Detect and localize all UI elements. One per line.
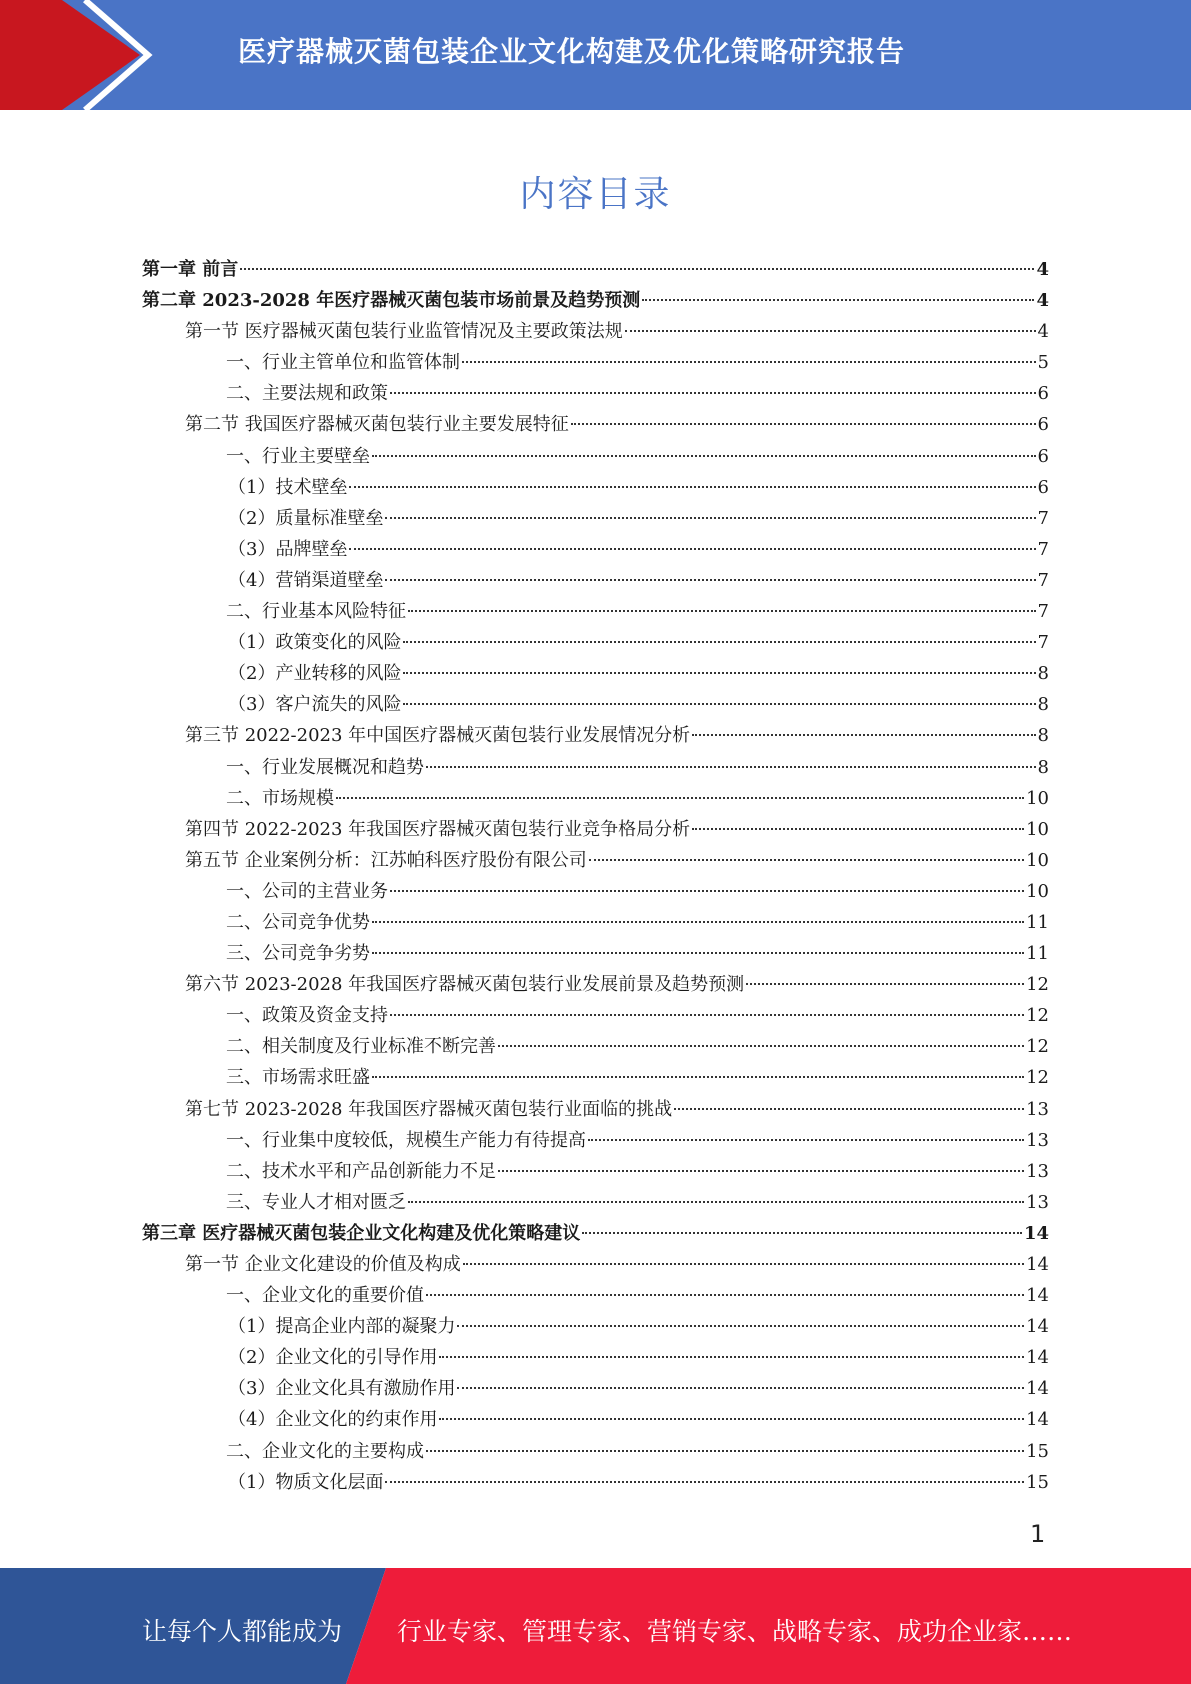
toc-entry[interactable]: [142, 1311, 1049, 1342]
toc-entry[interactable]: [142, 876, 1049, 907]
toc-entry[interactable]: [142, 1000, 1049, 1031]
toc-entry-page: 7: [1037, 632, 1049, 654]
toc-entry-label: （3）品牌壁垒: [228, 538, 348, 560]
toc-entry[interactable]: [142, 347, 1049, 378]
toc-dot-leader: [426, 1450, 1024, 1452]
toc-entry-label: 第一节 企业文化建设的价值及构成: [185, 1254, 461, 1275]
toc-entry-page: 10: [1026, 880, 1049, 902]
toc-dot-leader: [390, 392, 1036, 394]
toc-entry[interactable]: [142, 845, 1049, 876]
toc-dot-leader: [457, 1387, 1024, 1389]
toc-entry-page: 10: [1026, 849, 1049, 871]
toc-dot-leader: [692, 828, 1024, 830]
toc-entry-page: 7: [1037, 601, 1049, 623]
toc-entry-page: 4: [1037, 321, 1049, 343]
toc-dot-leader: [349, 548, 1035, 550]
toc-dot-leader: [372, 455, 1036, 457]
toc-entry[interactable]: [142, 472, 1049, 503]
toc-dot-leader: [692, 734, 1035, 736]
toc-entry[interactable]: [142, 658, 1049, 689]
toc-entry-label: 一、企业文化的重要价值: [226, 1285, 424, 1307]
toc-entry[interactable]: [142, 907, 1049, 938]
toc-entry-page: 15: [1026, 1440, 1049, 1462]
toc-entry-label: 第一节 医疗器械灭菌包装行业监管情况及主要政策法规: [185, 321, 623, 343]
toc-entry-page: 6: [1037, 445, 1049, 467]
toc-entry-label: 二、相关制度及行业标准不断完善: [226, 1036, 496, 1058]
toc-entry-page: 12: [1026, 1067, 1049, 1089]
toc-entry-label: 二、技术水平和产品创新能力不足: [226, 1160, 496, 1182]
toc-entry[interactable]: [142, 1467, 1049, 1498]
toc-entry-page: 8: [1037, 663, 1049, 685]
toc-dot-leader: [588, 1139, 1024, 1141]
toc-entry-page: 10: [1026, 818, 1049, 840]
toc-entry-label: 二、公司竞争优势: [226, 911, 370, 933]
toc-entry[interactable]: [142, 752, 1049, 783]
toc-entry[interactable]: [142, 969, 1049, 1000]
toc-entry-page: 7: [1037, 538, 1049, 560]
toc-entry[interactable]: [142, 1436, 1049, 1467]
toc-entry-page: 6: [1037, 476, 1049, 498]
toc-entry[interactable]: [142, 783, 1049, 814]
toc-entry-label: （3）企业文化具有激励作用: [228, 1378, 456, 1400]
toc-entry[interactable]: [142, 1187, 1049, 1218]
toc-entry-label: 三、公司竞争劣势: [226, 943, 370, 965]
toc-dot-leader: [463, 1263, 1024, 1265]
toc-entry-page: 4: [1036, 259, 1049, 280]
page-number: 1: [1030, 1520, 1046, 1548]
toc-entry-page: 14: [1026, 1316, 1049, 1338]
toc-entry-label: 二、行业基本风险特征: [226, 601, 406, 623]
toc-dot-leader: [589, 859, 1024, 861]
toc-dot-leader: [674, 1108, 1024, 1110]
toc-entry[interactable]: [142, 503, 1049, 534]
toc-entry-label: 一、行业集中度较低，规模生产能力有待提高: [226, 1129, 586, 1151]
toc-entry[interactable]: [142, 627, 1049, 658]
toc-entry-page: 12: [1026, 1036, 1049, 1058]
toc-dot-leader: [408, 1201, 1024, 1203]
toc-entry[interactable]: [142, 378, 1049, 409]
toc-dot-leader: [385, 517, 1035, 519]
toc-dot-leader: [642, 299, 1034, 301]
toc-entry-page: 14: [1026, 1285, 1049, 1307]
toc-entry-page: 14: [1026, 1254, 1049, 1275]
toc-entry-label: 第六节 2023-2028 年我国医疗器械灭菌包装行业发展前景及趋势预测: [185, 974, 745, 996]
toc-dot-leader: [498, 1170, 1024, 1172]
toc-dot-leader: [625, 330, 1036, 332]
toc-entry[interactable]: [142, 1280, 1049, 1311]
toc-entry-label: 第二节 我国医疗器械灭菌包装行业主要发展特征: [185, 414, 569, 436]
toc-entry-page: 5: [1037, 352, 1049, 374]
toc-dot-leader: [498, 1045, 1024, 1047]
toc-dot-leader: [462, 361, 1036, 363]
toc-entry-label: 第四节 2022-2023 年我国医疗器械灭菌包装行业竞争格局分析: [185, 818, 691, 840]
toc-dot-leader: [385, 1481, 1024, 1483]
toc-entry[interactable]: [142, 285, 1049, 316]
toc-title: 内容目录: [519, 174, 672, 215]
toc-entry-label: （1）物质文化层面: [228, 1471, 384, 1493]
toc-dot-leader: [336, 797, 1024, 799]
toc-dot-leader: [372, 952, 1024, 954]
toc-dot-leader: [372, 921, 1024, 923]
toc-entry[interactable]: [142, 1094, 1049, 1125]
toc-entry-label: （1）政策变化的风险: [228, 632, 402, 654]
toc-entry-page: 12: [1026, 974, 1049, 996]
toc-entry[interactable]: [142, 720, 1049, 751]
toc-entry[interactable]: [142, 1404, 1049, 1435]
toc-entry-page: 13: [1026, 1160, 1049, 1182]
toc-entry[interactable]: [142, 1249, 1049, 1280]
toc-dot-leader: [240, 268, 1034, 270]
toc-entry[interactable]: [142, 1125, 1049, 1156]
toc-entry[interactable]: [142, 534, 1049, 565]
toc-entry[interactable]: [142, 1031, 1049, 1062]
report-title: 医疗器械灭菌包装企业文化构建及优化策略研究报告: [238, 35, 906, 68]
toc-dot-leader: [408, 610, 1036, 612]
toc-entry-label: 第三章 医疗器械灭菌包装企业文化构建及优化策略建议: [142, 1222, 581, 1244]
footer-slogan-right: 行业专家、管理专家、营销专家、战略专家、成功企业家……: [397, 1617, 1073, 1646]
toc-entry-page: 13: [1026, 1191, 1049, 1213]
toc-entry-page: 6: [1037, 414, 1049, 436]
toc-entry-label: 三、专业人才相对匮乏: [226, 1191, 406, 1213]
toc-entry-label: （3）客户流失的风险: [228, 694, 402, 716]
toc-entry-page: 7: [1037, 569, 1049, 591]
toc-entry-page: 6: [1037, 383, 1049, 405]
toc-dot-leader: [439, 1418, 1024, 1420]
toc-dot-leader: [390, 1014, 1024, 1016]
toc-entry[interactable]: [142, 1156, 1049, 1187]
toc-entry-page: 8: [1037, 694, 1049, 716]
toc-entry[interactable]: [142, 1373, 1049, 1404]
toc-dot-leader: [372, 1076, 1024, 1078]
toc-entry[interactable]: [142, 316, 1049, 347]
toc-entry[interactable]: [142, 814, 1049, 845]
toc-dot-leader: [426, 1294, 1024, 1296]
toc-entry[interactable]: [142, 596, 1049, 627]
toc-entry-label: （2）质量标准壁垒: [228, 507, 384, 529]
toc-dot-leader: [385, 579, 1035, 581]
toc-entry-page: 13: [1026, 1098, 1049, 1120]
toc-entry-page: 10: [1026, 787, 1049, 809]
toc-entry-label: 一、政策及资金支持: [226, 1005, 388, 1027]
toc-entry[interactable]: [142, 1062, 1049, 1093]
toc-entry[interactable]: [142, 254, 1049, 285]
toc-entry-page: 14: [1023, 1222, 1049, 1244]
toc-entry-label: 第五节 企业案例分析：江苏帕科医疗股份有限公司: [185, 849, 587, 871]
toc-entry-label: 第七节 2023-2028 年我国医疗器械灭菌包装行业面临的挑战: [185, 1098, 673, 1120]
toc-entry-page: 14: [1026, 1409, 1049, 1431]
toc-dot-leader: [571, 423, 1036, 425]
toc-dot-leader: [439, 1356, 1024, 1358]
toc-entry-page: 8: [1037, 725, 1049, 747]
toc-entry-page: 11: [1026, 943, 1049, 965]
footer-slogan-left: 让每个人都能成为: [142, 1617, 343, 1646]
toc-entry-page: 8: [1037, 756, 1049, 778]
toc-entry-page: 15: [1026, 1471, 1049, 1493]
toc-entry-page: 14: [1026, 1347, 1049, 1369]
toc-entry-page: 4: [1036, 290, 1049, 312]
toc-entry-label: 第二章 2023-2028 年医疗器械灭菌包装市场前景及趋势预测: [142, 290, 641, 312]
toc-entry-page: 12: [1026, 1005, 1049, 1027]
toc-entry[interactable]: [142, 1218, 1049, 1249]
toc-entry-page: 14: [1026, 1378, 1049, 1400]
toc-entry-label: （1）技术壁垒: [228, 476, 348, 498]
toc-dot-leader: [582, 1232, 1022, 1234]
toc-entry-label: 第三节 2022-2023 年中国医疗器械灭菌包装行业发展情况分析: [185, 725, 691, 747]
toc-entry-page: 7: [1037, 507, 1049, 529]
toc-dot-leader: [403, 703, 1035, 705]
toc-entry-label: （1）提高企业内部的凝聚力: [228, 1316, 456, 1338]
table-of-contents: [142, 254, 1049, 1498]
toc-dot-leader: [426, 766, 1036, 768]
toc-entry[interactable]: [142, 565, 1049, 596]
toc-dot-leader: [390, 890, 1024, 892]
toc-entry-label: 一、行业发展概况和趋势: [226, 756, 424, 778]
toc-entry-label: 二、主要法规和政策: [226, 383, 388, 405]
toc-entry[interactable]: [142, 409, 1049, 440]
toc-dot-leader: [746, 983, 1024, 985]
toc-entry-label: 一、行业主管单位和监管体制: [226, 352, 460, 374]
toc-entry-page: 11: [1026, 911, 1049, 933]
toc-dot-leader: [457, 1325, 1024, 1327]
toc-entry-label: （4）企业文化的约束作用: [228, 1409, 438, 1431]
toc-entry-label: 二、企业文化的主要构成: [226, 1440, 424, 1462]
toc-dot-leader: [349, 486, 1035, 488]
toc-entry-label: 一、行业主要壁垒: [226, 445, 370, 467]
toc-entry-label: （2）企业文化的引导作用: [228, 1347, 438, 1369]
toc-entry-label: 二、市场规模: [226, 787, 334, 809]
page-footer: [0, 1568, 1191, 1684]
toc-entry[interactable]: [142, 441, 1049, 472]
page-header: [0, 0, 1191, 110]
toc-dot-leader: [403, 641, 1035, 643]
toc-entry[interactable]: [142, 1342, 1049, 1373]
toc-entry-page: 13: [1026, 1129, 1049, 1151]
toc-entry[interactable]: [142, 689, 1049, 720]
toc-entry-label: 三、市场需求旺盛: [226, 1067, 370, 1089]
toc-entry-label: （2）产业转移的风险: [228, 663, 402, 685]
toc-entry-label: （4）营销渠道壁垒: [228, 569, 384, 591]
toc-dot-leader: [403, 672, 1035, 674]
toc-entry[interactable]: [142, 938, 1049, 969]
toc-entry-label: 一、公司的主营业务: [226, 880, 388, 902]
toc-entry-label: 第一章 前言: [142, 259, 239, 280]
